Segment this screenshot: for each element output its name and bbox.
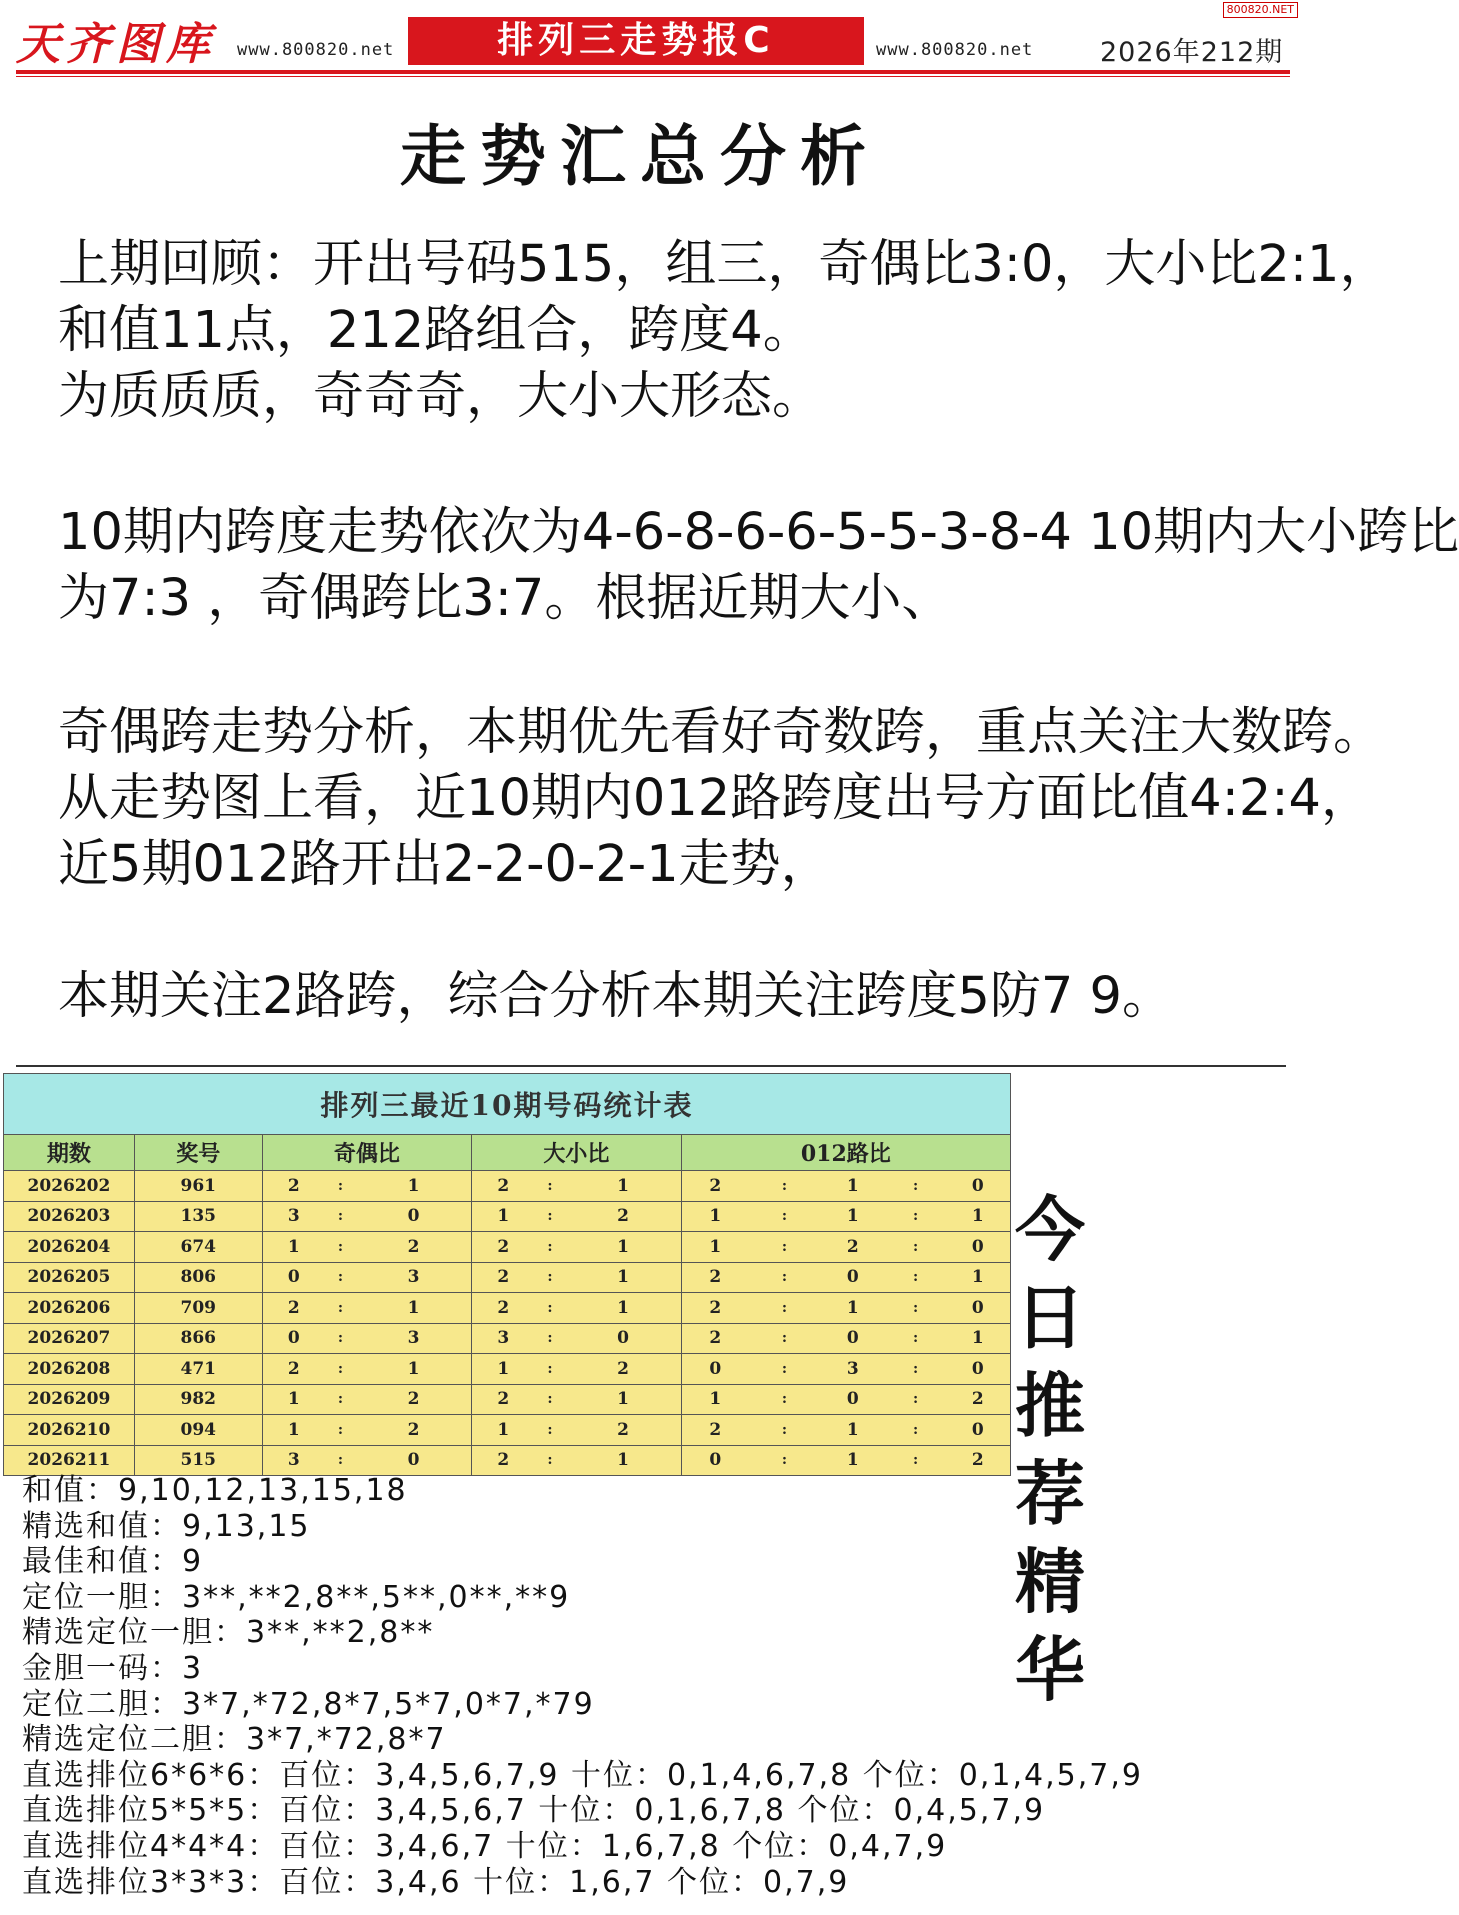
- text-line: 10期内跨度走势依次为4-6-8-6-6-5-5-3-8-4 10期内大小跨比: [58, 503, 1459, 562]
- cell-sep: :: [749, 1384, 820, 1415]
- cell-even: 1: [356, 1171, 472, 1202]
- cell-number: 471: [134, 1354, 262, 1385]
- table-row: [4, 1262, 1011, 1293]
- cell-r1: 1: [820, 1415, 886, 1446]
- cell-number: 674: [134, 1232, 262, 1263]
- cell-small: 1: [565, 1232, 681, 1263]
- cell-small: 0: [565, 1323, 681, 1354]
- page-title: 走势汇总分析: [400, 118, 880, 195]
- analysis-parity: [58, 700, 1384, 898]
- cell-small: 2: [565, 1415, 681, 1446]
- cell-number: 961: [134, 1171, 262, 1202]
- col-header-number: 奖号: [134, 1135, 262, 1171]
- col-header-odd-even: 奇偶比: [262, 1135, 472, 1171]
- text-line: 为7:3 ，奇偶跨比3:7。根据近期大小、: [58, 569, 953, 628]
- cell-odd: 2: [262, 1171, 325, 1202]
- cell-sep: :: [325, 1293, 356, 1324]
- cell-sep: :: [886, 1201, 946, 1232]
- text-line: 上期回顾：开出号码515，组三，奇偶比3:0，大小比2:1，: [58, 235, 1391, 294]
- text-line: 本期关注2路跨，综合分析本期关注跨度5防7 9。: [58, 967, 1174, 1026]
- cell-sep: :: [886, 1232, 946, 1263]
- banner-title: 排列三走势报C: [408, 17, 864, 65]
- cell-issue: 2026205: [4, 1262, 135, 1293]
- cell-r1: 1: [820, 1445, 886, 1476]
- cell-sep: :: [886, 1445, 946, 1476]
- cell-issue: 2026211: [4, 1445, 135, 1476]
- cell-sep: :: [749, 1262, 820, 1293]
- cell-number: 135: [134, 1201, 262, 1232]
- cell-even: 1: [356, 1354, 472, 1385]
- cell-big: 1: [472, 1354, 535, 1385]
- cell-r0: 2: [681, 1171, 749, 1202]
- text-line: 近5期012路开出2-2-0-2-1走势，: [58, 835, 832, 894]
- cell-sep: :: [325, 1354, 356, 1385]
- cell-issue: 2026207: [4, 1323, 135, 1354]
- cell-sep: :: [749, 1354, 820, 1385]
- cell-sep: :: [325, 1232, 356, 1263]
- pick-line: 直选排位4*4*4：百位：3,4,6,7 十位：1,6,7,8 个位：0,4,7,9: [22, 1828, 948, 1864]
- cell-r2: 2: [946, 1445, 1011, 1476]
- header-rule: [16, 70, 1290, 74]
- col-header-012: 012路比: [681, 1135, 1010, 1171]
- cell-r1: 0: [820, 1323, 886, 1354]
- table-row: [4, 1201, 1011, 1232]
- cell-odd: 0: [262, 1262, 325, 1293]
- picks-list: [22, 1473, 1143, 1900]
- cell-r1: 2: [820, 1232, 886, 1263]
- cell-r2: 0: [946, 1232, 1011, 1263]
- cell-even: 2: [356, 1415, 472, 1446]
- analysis-span-trend: [58, 500, 1459, 632]
- cell-sep: :: [535, 1171, 566, 1202]
- cell-sep: :: [886, 1415, 946, 1446]
- cell-odd: 2: [262, 1293, 325, 1324]
- cell-r2: 1: [946, 1201, 1011, 1232]
- cell-sep: :: [749, 1445, 820, 1476]
- cell-sep: :: [535, 1445, 566, 1476]
- cell-even: 0: [356, 1445, 472, 1476]
- cell-sep: :: [886, 1262, 946, 1293]
- pick-line: 金胆一码：3: [22, 1650, 204, 1686]
- brand-logo: 天齐图库: [16, 19, 216, 70]
- cell-number: 806: [134, 1262, 262, 1293]
- cell-small: 1: [565, 1293, 681, 1324]
- stats-table: [3, 1073, 1011, 1476]
- cell-issue: 2026209: [4, 1384, 135, 1415]
- cell-r2: 0: [946, 1415, 1011, 1446]
- cell-sep: :: [325, 1445, 356, 1476]
- cell-r0: 1: [681, 1384, 749, 1415]
- cell-sep: :: [325, 1415, 356, 1446]
- cell-number: 094: [134, 1415, 262, 1446]
- table-row: [4, 1171, 1011, 1202]
- table-body: [4, 1171, 1011, 1476]
- cell-sep: :: [535, 1201, 566, 1232]
- cell-big: 3: [472, 1323, 535, 1354]
- cell-sep: :: [325, 1171, 356, 1202]
- cell-sep: :: [325, 1201, 356, 1232]
- cell-sep: :: [535, 1415, 566, 1446]
- cell-r2: 0: [946, 1293, 1011, 1324]
- cell-odd: 1: [262, 1232, 325, 1263]
- cell-odd: 3: [262, 1445, 325, 1476]
- cell-r1: 1: [820, 1201, 886, 1232]
- cell-odd: 0: [262, 1323, 325, 1354]
- table-row: [4, 1384, 1011, 1415]
- header: [0, 0, 1300, 80]
- pick-line: 精选和值：9,13,15: [22, 1508, 311, 1544]
- text-line: 为质质质，奇奇奇，大小大形态。: [58, 367, 824, 426]
- cell-sep: :: [886, 1323, 946, 1354]
- cell-sep: :: [535, 1354, 566, 1385]
- cell-issue: 2026204: [4, 1232, 135, 1263]
- table-row: [4, 1415, 1011, 1446]
- cell-even: 3: [356, 1323, 472, 1354]
- cell-sep: :: [749, 1232, 820, 1263]
- cell-sep: :: [749, 1323, 820, 1354]
- cell-odd: 1: [262, 1415, 325, 1446]
- cell-sep: :: [886, 1354, 946, 1385]
- table-row: [4, 1293, 1011, 1324]
- cell-issue: 2026210: [4, 1415, 135, 1446]
- cell-sep: :: [535, 1293, 566, 1324]
- cell-r0: 2: [681, 1415, 749, 1446]
- cell-big: 2: [472, 1384, 535, 1415]
- analysis-conclusion: [58, 964, 1173, 1030]
- pick-line: 最佳和值：9: [22, 1544, 204, 1580]
- today-line: 推荐: [1015, 1364, 1103, 1535]
- cell-sep: :: [749, 1171, 820, 1202]
- cell-small: 1: [565, 1262, 681, 1293]
- cell-r1: 1: [820, 1171, 886, 1202]
- cell-number: 866: [134, 1323, 262, 1354]
- cell-number: 515: [134, 1445, 262, 1476]
- analysis-recap: [58, 232, 1391, 430]
- pick-line: 精选定位二胆：3*7,*72,8*7: [22, 1722, 447, 1758]
- cell-sep: :: [325, 1323, 356, 1354]
- cell-sep: :: [325, 1262, 356, 1293]
- pick-line: 定位二胆：3*7,*72,8*7,5*7,0*7,*79: [22, 1686, 595, 1722]
- cell-r0: 1: [681, 1201, 749, 1232]
- cell-small: 1: [565, 1445, 681, 1476]
- cell-even: 2: [356, 1384, 472, 1415]
- site-url-left: www.800820.net: [237, 40, 395, 60]
- cell-sep: :: [749, 1415, 820, 1446]
- cell-r0: 0: [681, 1354, 749, 1385]
- cell-r0: 2: [681, 1293, 749, 1324]
- cell-small: 1: [565, 1384, 681, 1415]
- header-rule-thin: [16, 76, 1290, 77]
- corner-tag: 800820.NET: [1223, 2, 1298, 18]
- cell-r0: 0: [681, 1445, 749, 1476]
- cell-r1: 0: [820, 1384, 886, 1415]
- cell-r2: 0: [946, 1354, 1011, 1385]
- cell-sep: :: [535, 1262, 566, 1293]
- cell-r2: 1: [946, 1262, 1011, 1293]
- cell-even: 1: [356, 1293, 472, 1324]
- cell-r2: 2: [946, 1384, 1011, 1415]
- pick-line: 直选排位5*5*5：百位：3,4,5,6,7 十位：0,1,6,7,8 个位：0,4,5,7,9: [22, 1793, 1046, 1829]
- pick-line: 直选排位6*6*6：百位：3,4,5,6,7,9 十位：0,1,4,6,7,8 个位：0,1,4,5,7,9: [22, 1757, 1143, 1793]
- cell-sep: :: [325, 1384, 356, 1415]
- cell-big: 2: [472, 1293, 535, 1324]
- table-row: [4, 1232, 1011, 1263]
- cell-issue: 2026208: [4, 1354, 135, 1385]
- cell-sep: :: [749, 1293, 820, 1324]
- cell-r2: 1: [946, 1323, 1011, 1354]
- cell-big: 2: [472, 1262, 535, 1293]
- cell-odd: 2: [262, 1354, 325, 1385]
- cell-big: 1: [472, 1201, 535, 1232]
- cell-odd: 3: [262, 1201, 325, 1232]
- cell-sep: :: [886, 1384, 946, 1415]
- cell-big: 2: [472, 1445, 535, 1476]
- cell-r0: 2: [681, 1262, 749, 1293]
- cell-sep: :: [886, 1293, 946, 1324]
- cell-r1: 3: [820, 1354, 886, 1385]
- cell-big: 1: [472, 1415, 535, 1446]
- cell-big: 2: [472, 1232, 535, 1263]
- cell-odd: 1: [262, 1384, 325, 1415]
- cell-even: 0: [356, 1201, 472, 1232]
- table-row: [4, 1445, 1011, 1476]
- text-line: 和值11点，212路组合，跨度4。: [58, 301, 814, 360]
- cell-r1: 1: [820, 1293, 886, 1324]
- table-row: [4, 1354, 1011, 1385]
- col-header-issue: 期数: [4, 1135, 135, 1171]
- cell-small: 1: [565, 1171, 681, 1202]
- pick-line: 精选定位一胆：3**,**2,8**: [22, 1615, 435, 1651]
- pick-line: 直选排位3*3*3：百位：3,4,6 十位：1,6,7 个位：0,7,9: [22, 1864, 850, 1900]
- cell-even: 3: [356, 1262, 472, 1293]
- cell-small: 2: [565, 1354, 681, 1385]
- table-row: [4, 1323, 1011, 1354]
- cell-small: 2: [565, 1201, 681, 1232]
- cell-r2: 0: [946, 1171, 1011, 1202]
- today-line: 今日: [1015, 1188, 1103, 1359]
- text-line: 从走势图上看，近10期内012路跨度出号方面比值4:2:4，: [58, 769, 1372, 828]
- today-line: 精华: [1015, 1540, 1103, 1711]
- cell-sep: :: [749, 1201, 820, 1232]
- issue-number: 2026年212期: [1100, 37, 1284, 68]
- cell-sep: :: [535, 1323, 566, 1354]
- pick-line: 定位一胆：3**,**2,8**,5**,0**,**9: [22, 1579, 571, 1615]
- site-url-right: www.800820.net: [876, 40, 1034, 60]
- cell-big: 2: [472, 1171, 535, 1202]
- cell-sep: :: [535, 1232, 566, 1263]
- section-divider: [16, 1065, 1286, 1067]
- cell-r0: 1: [681, 1232, 749, 1263]
- cell-issue: 2026203: [4, 1201, 135, 1232]
- cell-even: 2: [356, 1232, 472, 1263]
- cell-issue: 2026206: [4, 1293, 135, 1324]
- cell-number: 982: [134, 1384, 262, 1415]
- cell-sep: :: [886, 1171, 946, 1202]
- cell-r0: 2: [681, 1323, 749, 1354]
- col-header-big-small: 大小比: [472, 1135, 682, 1171]
- cell-r1: 0: [820, 1262, 886, 1293]
- cell-issue: 2026202: [4, 1171, 135, 1202]
- text-line: 奇偶跨走势分析，本期优先看好奇数跨，重点关注大数跨。: [58, 703, 1385, 762]
- table-caption: 排列三最近10期号码统计表: [4, 1074, 1011, 1135]
- cell-sep: :: [535, 1384, 566, 1415]
- cell-number: 709: [134, 1293, 262, 1324]
- pick-line: 和值：9,10,12,13,15,18: [22, 1473, 408, 1508]
